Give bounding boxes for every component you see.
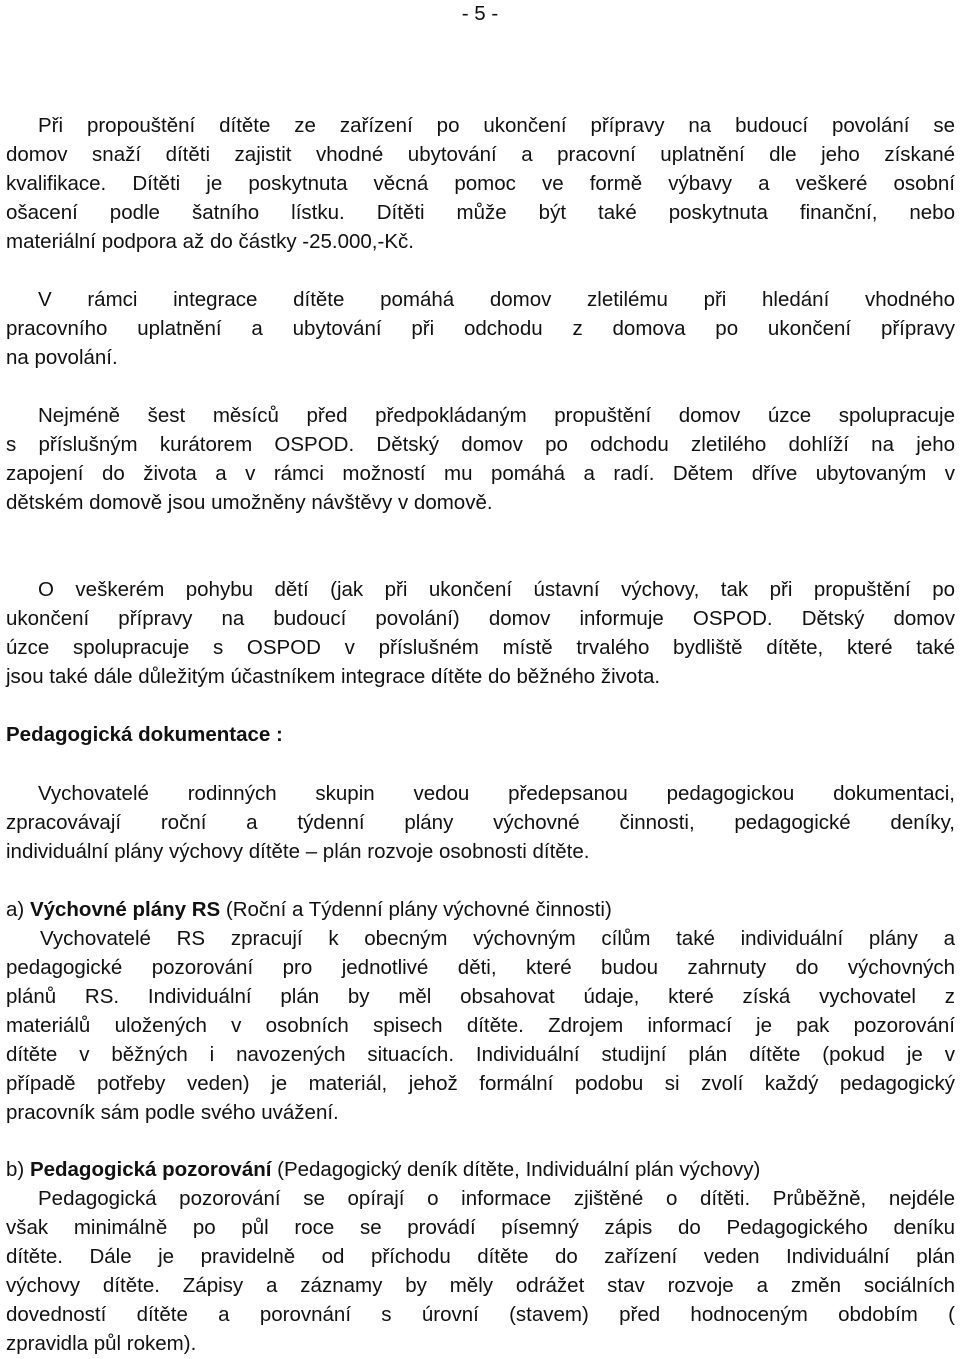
paragraph-movement-info [6,575,955,691]
section-b-subtitle: (Pedagogický deník dítěte, Individuální plán výchovy) [271,1158,761,1181]
text-line: materiální podpora až do částky -25.000,-Kč. [6,230,414,253]
section-a-subtitle: (Roční a Týdenní plány výchovné činnosti) [220,898,612,921]
text-line: Při propouštění dítěte ze zařízení po ukončení přípravy na budoucí povolání se [38,114,955,137]
text-line: pracovník sám podle svého uvážení. [6,1101,339,1124]
text-line: plánů RS. Individuální plán by měl obsahovat údaje, které získá vychovatel z [6,985,955,1008]
text-line: zapojení do života a v rámci možností mu pomáhá a radí. Dětem dříve ubytovaným v [6,462,955,485]
text-line: Vychovatelé RS zpracují k obecným výchovným cílům také individuální plány a [40,927,955,950]
text-line: pedagogické pozorování pro jednotlivé děti, které budou zahrnuty do výchovných [6,956,955,979]
text-line: Nejméně šest měsíců před předpokládaným propuštění domov úzce spolupracuje [38,404,955,427]
paragraph-integration [6,285,955,372]
section-a [6,895,955,1127]
heading-pedagogical-documentation: Pedagogická dokumentace : [6,723,283,746]
text-line: pracovního uplatnění a ubytování při odchodu z domova po ukončení přípravy [6,317,955,340]
page-number: - 5 - [461,2,499,25]
section-b-prefix: b) [6,1158,30,1181]
text-line: dítěte. Dále je pravidelně od příchodu dítěte do zařízení veden Individuální plán [6,1245,955,1268]
section-b [6,1155,955,1358]
text-line: dítěte v běžných i navozených situacích. Individuální studijní plán dítěte (pokud je v [6,1043,955,1066]
section-a-bold-title: Výchovné plány RS [29,898,221,921]
text-line: ukončení přípravy na budoucí povolání) domov informuje OSPOD. Dětský domov [6,607,955,630]
text-line: dovedností dítěte a porovnání s úrovní (stavem) před hodnoceným obdobím ( [6,1303,955,1326]
text-line: úzce spolupracuje s OSPOD v příslušném místě trvalého bydliště dítěte, které také [6,636,955,659]
section-heading [6,720,955,749]
paragraph-documentation [6,779,955,866]
text-line: zpracovávají roční a týdenní plány výchovné činnosti, pedagogické deníky, [6,811,955,834]
section-a-prefix: a) [6,898,30,921]
section-b-bold-title: Pedagogická pozorování [29,1158,272,1181]
text-line: jsou také dále důležitým účastníkem integrace dítěte do běžného života. [6,665,661,688]
text-line: dětském domově jsou umožněny návštěvy v domově. [6,491,493,514]
text-line: individuální plány výchovy dítěte – plán rozvoje osobnosti dítěte. [6,840,590,863]
text-line: však minimálně po půl roce se provádí písemný zápis do Pedagogického deníku [6,1216,955,1239]
text-line: O veškerém pohybu dětí (jak při ukončení ústavní výchovy, tak při propuštění po [38,578,955,601]
section-b-title [6,1155,955,1184]
text-line: ošacení podle šatního lístku. Dítěti může být také poskytnuta finanční, nebo [6,201,955,224]
text-line: Vychovatelé rodinných skupin vedou předepsanou pedagogickou dokumentaci, [38,782,955,805]
text-line: výchovy dítěte. Zápisy a záznamy by měly odrážet stav rozvoje a změn sociálních [6,1274,955,1297]
text-line: na povolání. [6,346,118,369]
text-line: materiálů uložených v osobních spisech dítěte. Zdrojem informací je pak pozorování [6,1014,955,1037]
text-line: V rámci integrace dítěte pomáhá domov zletilému při hledání vhodného [38,288,955,311]
text-line: kvalifikace. Dítěti je poskytnuta věcná pomoc ve formě výbavy a veškeré osobní [6,172,955,195]
text-line: s příslušným kurátorem OSPOD. Dětský domov po odchodu zletilého dohlíží na jeho [6,433,955,456]
paragraph-ospod-cooperation [6,401,955,517]
text-line: zpravidla půl rokem). [6,1332,197,1355]
paragraph-discharge [6,111,955,256]
text-line: Pedagogická pozorování se opírají o informace zjištěné o dítěti. Průběžně, nejdéle [38,1187,955,1210]
section-a-title [6,895,955,924]
text-line: domov snaží dítěti zajistit vhodné ubytování a pracovní uplatnění dle jeho získané [6,143,955,166]
text-line: případě potřeby veden) je materiál, jehož formální podobu si zvolí každý pedagogický [6,1072,955,1095]
